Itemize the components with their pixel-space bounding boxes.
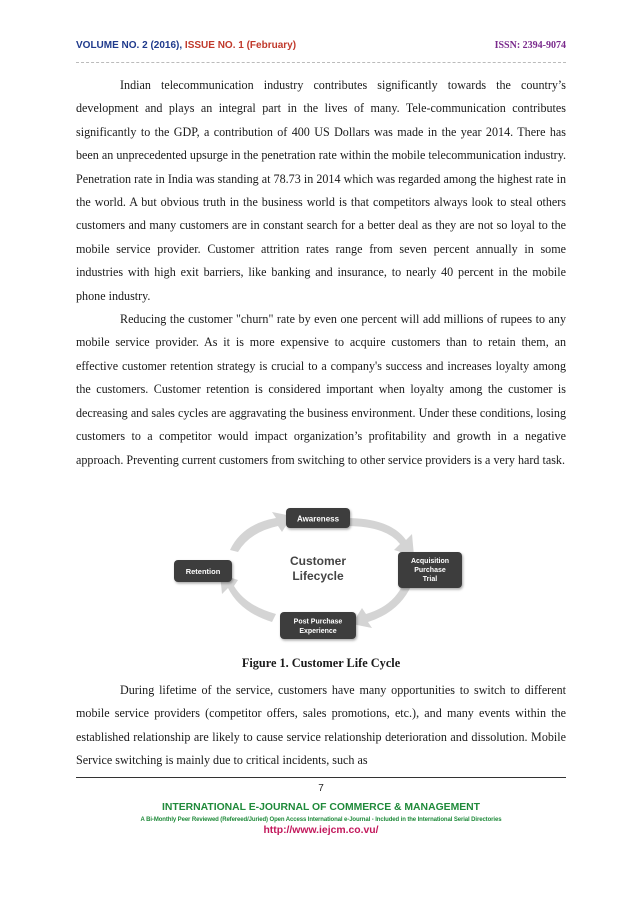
node-acquisition-label-2: Purchase bbox=[414, 567, 446, 574]
arrow-top-right bbox=[346, 518, 414, 556]
arrow-top-left bbox=[230, 512, 292, 552]
header-divider bbox=[76, 62, 566, 63]
journal-url: http://www.iejcm.co.vu/ bbox=[263, 825, 379, 836]
node-retention-label: Retention bbox=[185, 567, 221, 576]
customer-lifecycle-figure bbox=[168, 494, 468, 644]
page-footer bbox=[76, 782, 566, 836]
journal-title: INTERNATIONAL E-JOURNAL OF COMMERCE & MANAGEMENT bbox=[161, 802, 481, 813]
node-post-purchase-label-1: Post Purchase bbox=[293, 618, 343, 626]
journal-description: A Bi-Monthly Peer Reviewed (Refereed/Juried) Open Access International e-Journal - Included in the International Serial Directories bbox=[140, 817, 502, 823]
lifecycle-diagram bbox=[168, 494, 468, 644]
node-post-purchase bbox=[280, 612, 356, 639]
article-body-continued bbox=[76, 679, 566, 773]
figure-caption: Figure 1. Customer Life Cycle bbox=[241, 656, 401, 670]
paragraph-1: Indian telecommunication industry contributes significantly towards the country’s development and plays an integral part in the lives of many. Tele-communication contributes significantly to the GDP, a contribution of 400 US Dollars was made in the year 2014. There has been an unprecedented upsurge in the penetration rate within the mobile telecommunication industry. Penetration rate in India was standing at 78.73 in 2014 which was regarded among the highest rate in the world. A but obvious truth in the business world is that competitors always look to steal others customers and many customers are in constant search for a better deal as they are not so loyal to the mobile service provider. Customer attrition rates range from seven percent annually in some industries with high exit barriers, like banking and insurance, to nearly 40 percent in the mobile phone industry. bbox=[76, 78, 566, 303]
node-acquisition-label-1: Acquisition bbox=[410, 558, 450, 565]
center-title-line-1: Customer bbox=[289, 554, 347, 568]
node-acquisition-label-3: Trial bbox=[422, 576, 438, 583]
node-acquisition bbox=[398, 552, 462, 588]
footer-divider bbox=[76, 777, 566, 778]
issn-label: ISSN: 2394-9074 bbox=[494, 40, 566, 51]
issue-label: ISSUE NO. 1 (February) bbox=[182, 40, 297, 51]
paragraph-2: Reducing the customer "churn" rate by even one percent will add millions of rupees to any mobile service provider. As it is more expensive to acquire customers than to retain them, an effective customer retention strategy is crucial to a company's success and increases loyalty among the customers. Customer retention is considered important when loyalty among the customer is decreasing and sales cycles are aggravating the business environment. Under these conditions, losing customers to a competitor would impact organization’s profitability and growth in a negative approach. Preventing current customers from switching to other service providers is a very hard task. bbox=[76, 312, 566, 467]
paragraph-3: During lifetime of the service, customers have many opportunities to switch to different mobile service providers (competitor offers, sales promotions, etc.), and many events within the established relationship are likely to cause service relationship deterioration and dissolution. Mobile Service switching is mainly due to critical incidents, such as bbox=[76, 683, 566, 768]
page-number: 7 bbox=[318, 783, 324, 794]
node-awareness bbox=[286, 508, 350, 528]
page-header bbox=[76, 40, 566, 54]
node-retention bbox=[174, 560, 232, 582]
center-title-line-2: Lifecycle bbox=[292, 569, 344, 583]
article-body bbox=[76, 74, 566, 472]
node-awareness-label: Awareness bbox=[296, 514, 340, 524]
volume-label: VOLUME NO. 2 (2016), bbox=[76, 40, 183, 51]
arrow-bottom-right bbox=[352, 582, 412, 628]
node-post-purchase-label-2: Experience bbox=[299, 628, 337, 635]
